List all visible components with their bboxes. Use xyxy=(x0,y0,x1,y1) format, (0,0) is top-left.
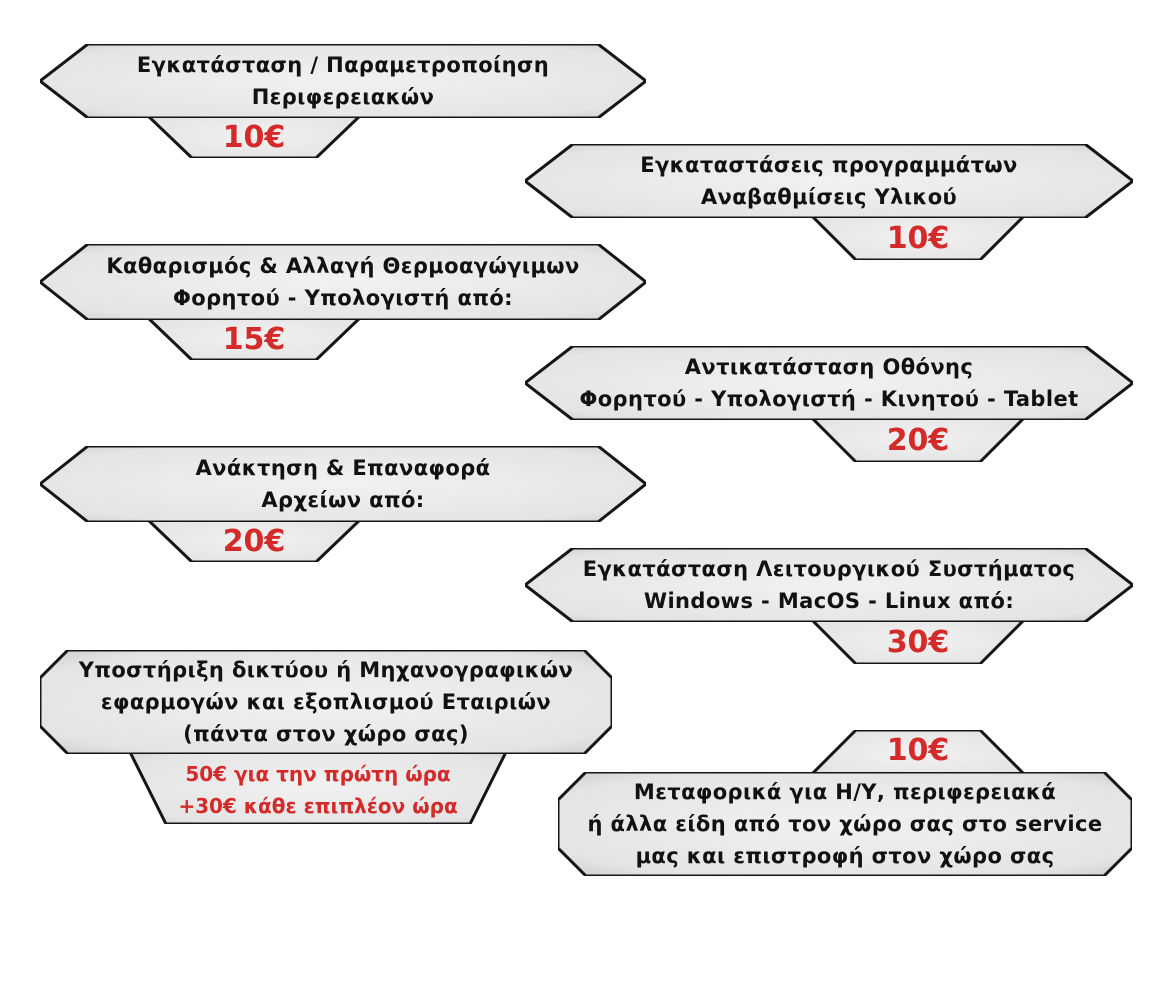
service-4-price: 20€ xyxy=(886,423,950,458)
service-5-line-1: Ανάκτηση & Επαναφορά xyxy=(195,456,491,480)
service-8-price: 10€ xyxy=(886,733,950,768)
service-7-rate-extra-hour: +30€ κάθε επιπλέον ώρα xyxy=(178,794,458,818)
service-6-line-1: Εγκατάσταση Λειτουργικού Συστήματος xyxy=(582,557,1076,581)
service-5-label xyxy=(40,446,646,522)
service-7-label xyxy=(40,650,612,754)
service-8-line-1: Μεταφορικά για Η/Υ, περιφερειακά xyxy=(633,780,1057,804)
service-8-label xyxy=(558,772,1132,876)
service-1-label xyxy=(40,44,646,118)
service-6-price: 30€ xyxy=(886,625,950,660)
service-7-rate-first-hour: 50€ για την πρώτη ώρα xyxy=(185,762,451,786)
service-3-line-2: Φορητού - Υπολογιστή από: xyxy=(173,286,513,310)
service-8-line-2: ή άλλα είδη από τον χώρο σας στο service xyxy=(587,812,1103,836)
service-2-price: 10€ xyxy=(886,221,950,256)
service-2-line-2: Αναβαθμίσεις Υλικού xyxy=(700,185,958,209)
service-8-line-3: μας και επιστροφή στον χώρο σας xyxy=(635,844,1055,868)
service-6-label xyxy=(525,548,1133,622)
service-1-price: 10€ xyxy=(222,120,286,155)
service-3-line-1: Καθαρισμός & Αλλαγή Θερμοαγώγιμων xyxy=(106,254,580,278)
service-4-label xyxy=(525,346,1133,420)
service-5-price: 20€ xyxy=(222,524,286,559)
service-6-line-2: Windows - MacOS - Linux από: xyxy=(643,589,1015,613)
service-3-label xyxy=(40,244,646,320)
service-4-line-1: Αντικατάσταση Οθόνης xyxy=(684,355,974,379)
service-7-line-2: εφαρμογών και εξοπλισμού Εταιριών xyxy=(100,690,552,714)
service-5-line-2: Αρχείων από: xyxy=(261,488,425,512)
service-3-price: 15€ xyxy=(222,322,286,357)
service-7-line-3: (πάντα στον χώρο σας) xyxy=(183,722,469,746)
service-2-label xyxy=(525,144,1133,218)
service-7-line-1: Υποστήριξη δικτύου ή Μηχανογραφικών xyxy=(78,658,574,682)
service-1-line-2: Περιφερειακών xyxy=(251,85,435,109)
service-4-line-2: Φορητού - Υπολογιστή - Κινητού - Tablet xyxy=(579,387,1079,411)
service-7-price xyxy=(128,756,508,824)
service-2-line-1: Εγκαταστάσεις προγραμμάτων xyxy=(640,153,1018,177)
service-1-line-1: Εγκατάσταση / Παραμετροποίηση xyxy=(136,53,550,77)
